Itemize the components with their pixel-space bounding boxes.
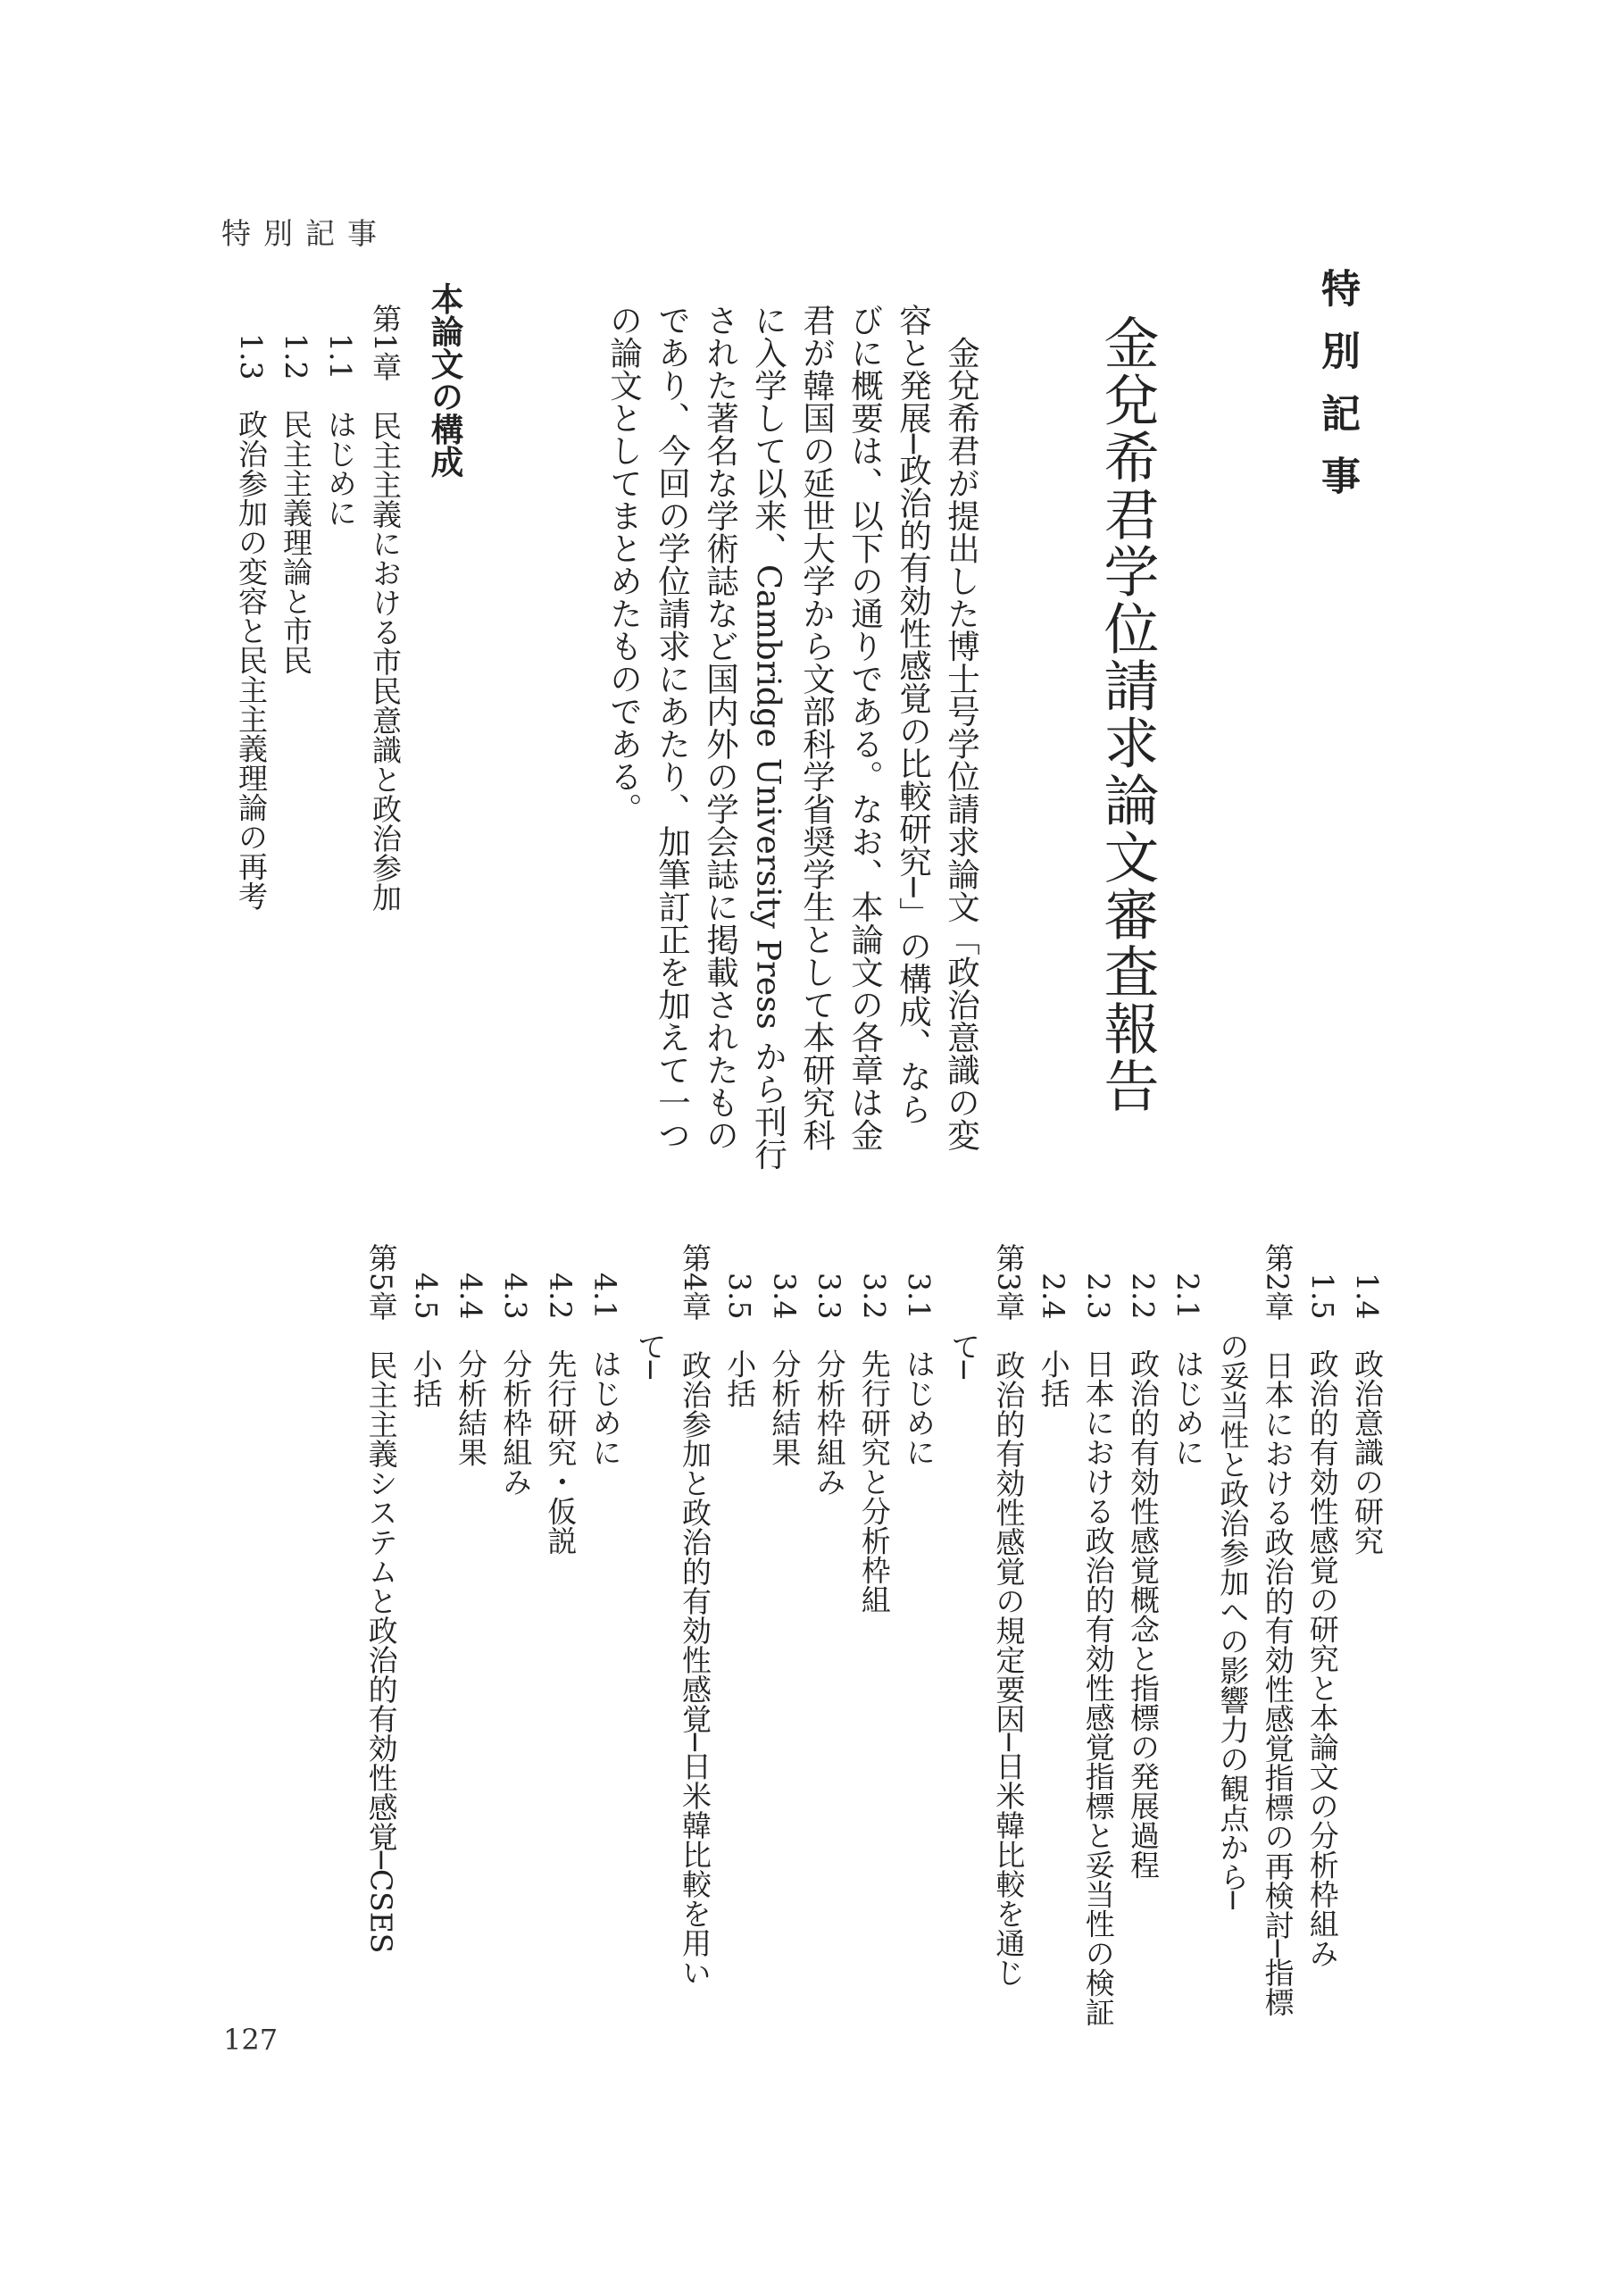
toc-line: 1.2 民主主義理論と市民 <box>279 304 313 675</box>
intro-line: であり、今回の学位請求にあたり、加筆訂正を加えて一つ <box>653 304 692 1151</box>
toc-line: 2.2 政治的有効性感覚概念と指標の発展過程 <box>1126 1243 1161 1880</box>
toc-line: て─ <box>946 1243 982 1379</box>
toc-line: 2.3 日本における政治的有効性感覚指標と妥当性の検証 <box>1080 1243 1116 2027</box>
section-subhead: 本論文の構成 <box>426 282 464 478</box>
toc-line: 3.5 小括 <box>722 1243 758 1408</box>
toc-line: 4.1 はじめに <box>587 1243 623 1467</box>
section-label: 特別記事 <box>1314 268 1360 518</box>
toc-line: 第3章 政治的有効性感覚の規定要因─日米韓比較を通じ <box>991 1243 1027 1987</box>
intro-line: 金兌希君が提出した博士号学位請求論文「政治意識の変 <box>942 304 981 1151</box>
intro-line: に入学して以来、Cambridge University Press から刊行 <box>749 304 788 1171</box>
toc-line: 4.2 先行研究・仮説 <box>543 1243 579 1556</box>
intro-line: びに概要は、以下の通りである。なお、本論文の各章は金 <box>845 304 885 1151</box>
toc-line: 第4章 政治参加と政治的有効性感覚─日米韓比較を用い <box>678 1243 712 1987</box>
intro-line: された著名な学術誌など国内外の学会誌に掲載されたもの <box>701 304 740 1151</box>
toc-line: 1.1 はじめに <box>323 304 358 528</box>
toc-line: 第5章 民主主義システムと政治的有効性感覚─CSES <box>363 1243 399 1954</box>
toc-line: 第2章 日本における政治的有効性感覚指標の再検討─指標 <box>1260 1243 1295 2016</box>
intro-line: の論文としてまとめたものである。 <box>604 304 644 825</box>
running-head: 特別記事 <box>221 216 389 251</box>
toc-line: 3.4 分析結果 <box>767 1243 803 1467</box>
page-number: 127 <box>223 2023 279 2057</box>
report-title: 金兌希君学位請求論文審査報告 <box>1095 314 1160 1114</box>
toc-line: 2.4 小括 <box>1036 1243 1071 1408</box>
toc-line: 3.3 分析枠組み <box>812 1243 847 1497</box>
toc-line: 4.5 小括 <box>408 1243 444 1408</box>
toc-line: の妥当性と政治参加への影響力の観点から─ <box>1215 1243 1251 1909</box>
intro-line: 容と発展─政治的有効性感覚の比較研究─」の構成、なら <box>894 304 933 1125</box>
toc-line: 2.1 はじめに <box>1170 1243 1206 1467</box>
toc-line: 4.4 分析結果 <box>454 1243 488 1467</box>
toc-line: 4.3 分析枠組み <box>498 1243 534 1497</box>
toc-line: て─ <box>632 1243 668 1379</box>
toc-line: 1.4 政治意識の研究 <box>1350 1243 1385 1556</box>
toc-line: 1.3 政治参加の変容と民主主義理論の再考 <box>234 304 269 911</box>
toc-line: 第1章 民主主義における市民意識と政治参加 <box>368 304 403 912</box>
toc-line: 1.5 政治的有効性感覚の研究と本論文の分析枠組み <box>1304 1243 1340 1968</box>
intro-line: 君が韓国の延世大学から文部科学省奨学生として本研究科 <box>797 304 837 1151</box>
toc-line: 3.1 はじめに <box>902 1243 937 1467</box>
toc-line: 3.2 先行研究と分析枠組 <box>856 1243 892 1615</box>
